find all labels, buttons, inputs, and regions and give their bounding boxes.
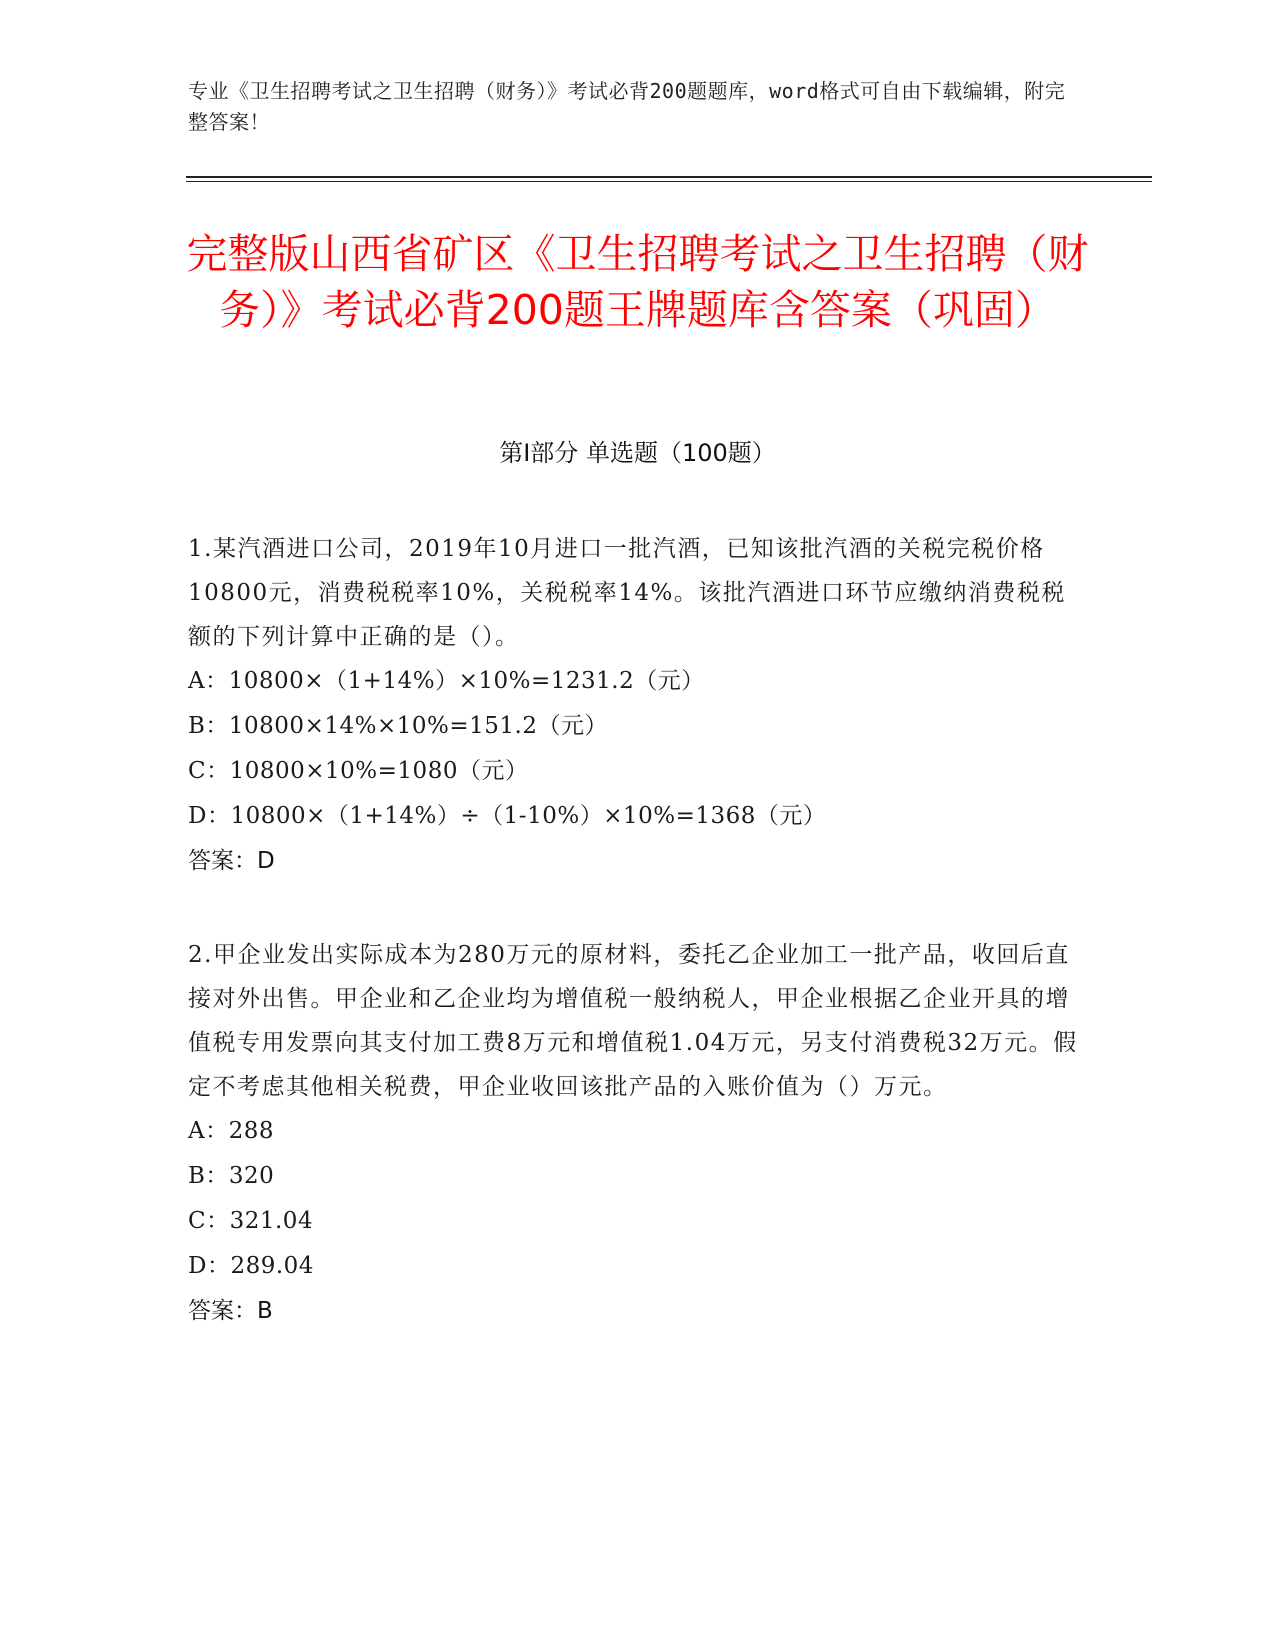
option-c: C：10800×10%=1080（元）	[188, 758, 529, 784]
question-1	[188, 527, 1088, 883]
option-a: A：288	[188, 1118, 275, 1144]
answer: 答案：B	[188, 1298, 273, 1324]
header-rule-thick	[186, 176, 1152, 178]
document-title: 完整版山西省矿区《卫生招聘考试之卫生招聘（财务）》考试必背200题王牌题库含答案（巩固）	[186, 230, 1089, 334]
answer: 答案：D	[188, 848, 275, 874]
option-c: C：321.04	[188, 1208, 314, 1234]
option-b: B：320	[188, 1163, 275, 1189]
section-title: 第Ⅰ部分 单选题（100题）	[499, 439, 776, 467]
question-stem: 1.某汽酒进口公司，2019年10月进口一批汽酒，已知该批汽酒的关税完税价格10800元，消费税税率10%，关税税率14%。该批汽酒进口环节应缴纳消费税税额的下列计算中正确的是（）。	[188, 536, 1066, 650]
option-d: D：10800×（1+14%）÷（1-10%）×10%=1368（元）	[188, 803, 827, 829]
question-stem: 2.甲企业发出实际成本为280万元的原材料，委托乙企业加工一批产品，收回后直接对外出售。甲企业和乙企业均为增值税一般纳税人，甲企业根据乙企业开具的增值税专用发票向其支付加工费8万元和增值税1.04万元，另支付消费税32万元。假定不考虑其他相关税费，甲企业收回该批产品的入账价值为（）万元。	[188, 942, 1078, 1100]
question-2	[188, 933, 1088, 1333]
header-note: 专业《卫生招聘考试之卫生招聘（财务）》考试必背200题题库，word格式可自由下载编辑，附完整答案！	[188, 79, 1066, 134]
option-b: B：10800×14%×10%=151.2（元）	[188, 713, 608, 739]
option-d: D：289.04	[188, 1253, 314, 1279]
header-rule-thin	[186, 181, 1152, 182]
option-a: A：10800×（1+14%）×10%=1231.2（元）	[188, 668, 705, 694]
